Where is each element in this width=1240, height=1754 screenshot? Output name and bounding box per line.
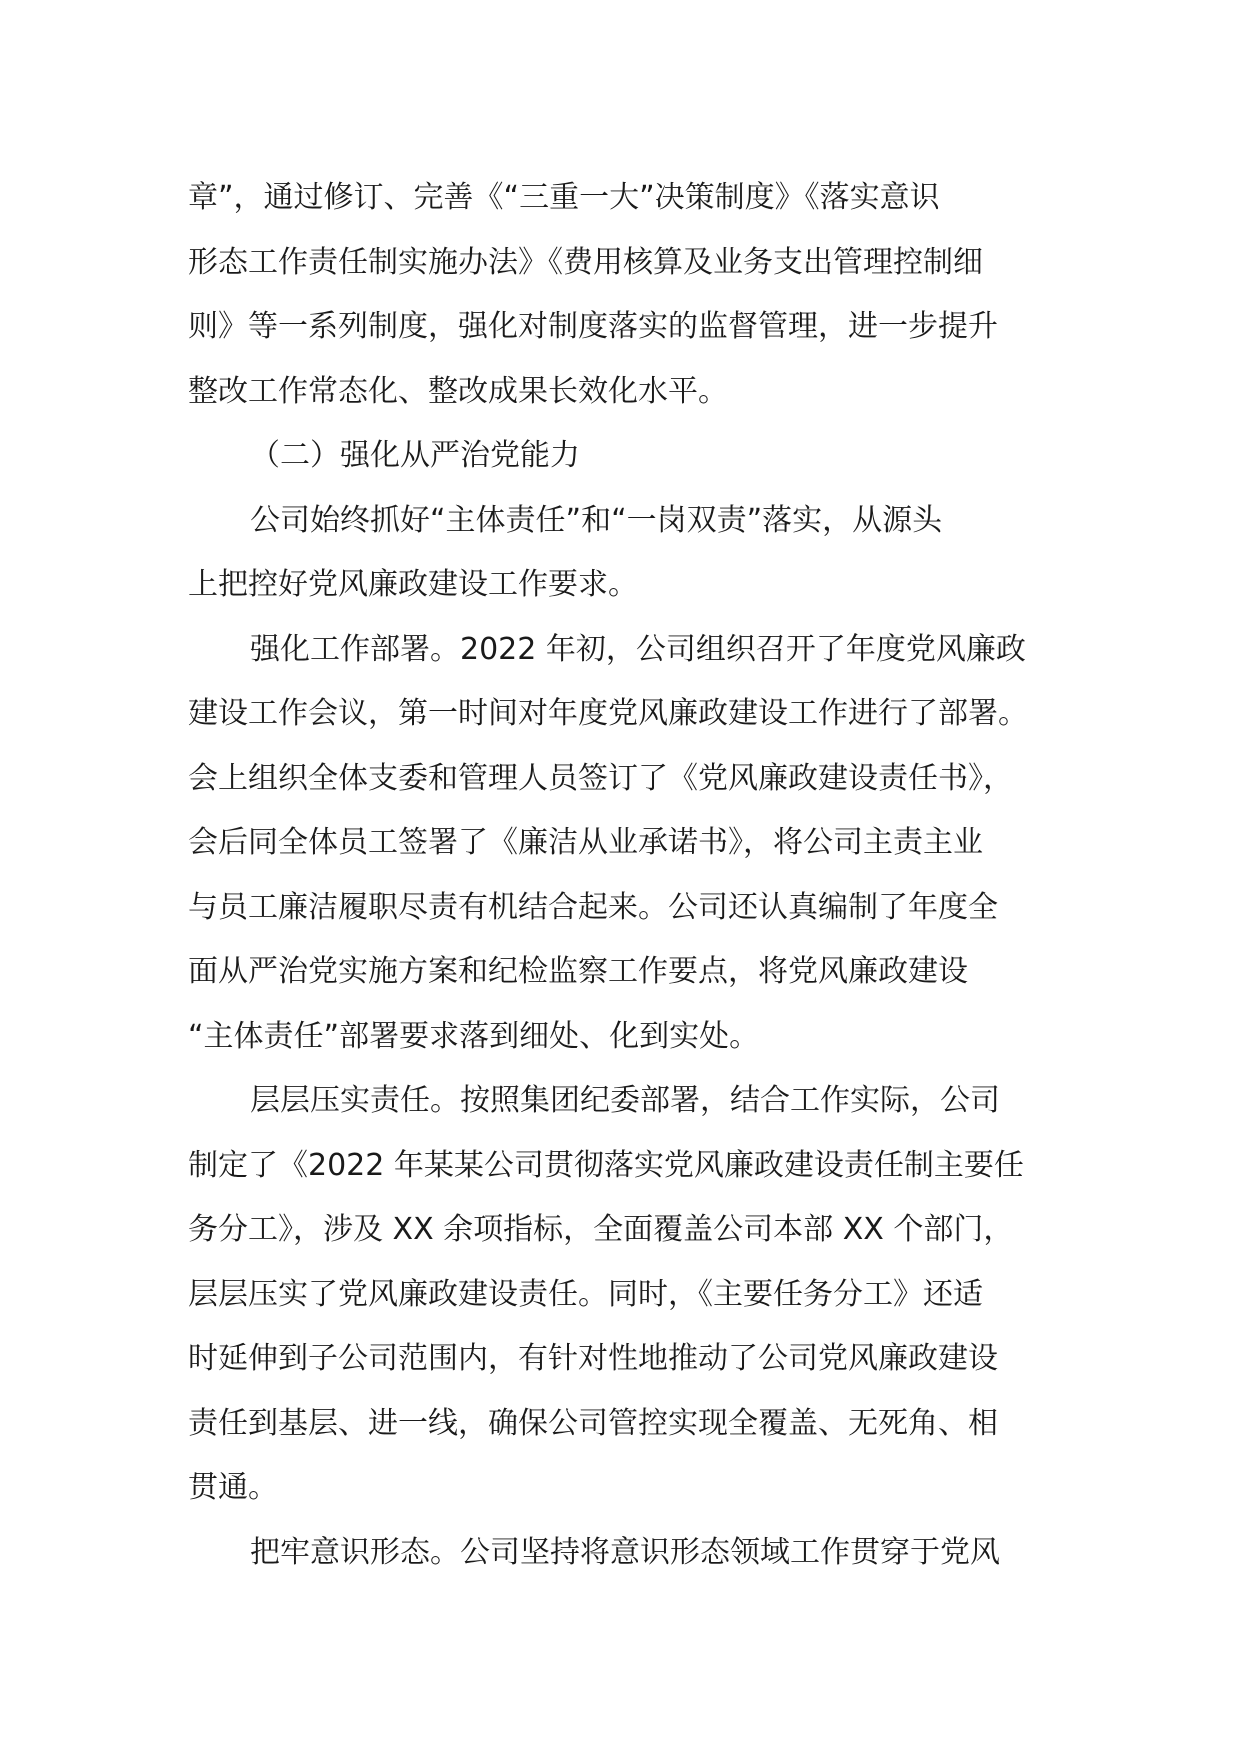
text-line: 层层压实责任。按照集团纪委部署，结合工作实际，公司 <box>250 1083 1000 1118</box>
text-line: 建设工作会议，第一时间对年度党风廉政建设工作进行了部署。 <box>188 696 1028 731</box>
text-line: 把牢意识形态。公司坚持将意识形态领域工作贯穿于党风 <box>250 1534 1000 1570</box>
text-line: 时延伸到子公司范围内，有针对性地推动了公司党风廉政建设 <box>188 1341 998 1376</box>
text-line: 形态工作责任制实施办法》《费用核算及业务支出管理控制细 <box>188 244 983 280</box>
document-body <box>188 166 1070 1585</box>
text-line: 务分工》，涉及 XX 余项指标，全面覆盖公司本部 XX 个部门， <box>188 1212 1014 1247</box>
section-heading: （二）强化从严治党能力 <box>250 438 580 473</box>
text-line: 层层压实了党风廉政建设责任。同时，《主要任务分工》还适 <box>188 1276 983 1312</box>
text-line: 公司始终抓好“主体责任”和“一岗双责”落实，从源头 <box>250 502 943 538</box>
text-line: 面从严治党实施方案和纪检监察工作要点，将党风廉政建设 <box>188 954 968 989</box>
text-line: 上把控好党风廉政建设工作要求。 <box>188 567 638 602</box>
text-line: 整改工作常态化、整改成果长效化水平。 <box>188 373 728 409</box>
text-line: 章”，通过修订、完善《“三重一大”决策制度》《落实意识 <box>188 180 940 215</box>
text-line: 则》等一系列制度，强化对制度落实的监督管理，进一步提升 <box>188 309 998 344</box>
text-line: 与员工廉洁履职尽责有机结合起来。公司还认真编制了年度全 <box>188 889 998 925</box>
text-line: 会上组织全体支委和管理人员签订了《党风廉政建设责任书》， <box>188 760 1013 796</box>
text-line: 责任到基层、进一线，确保公司管控实现全覆盖、无死角、相 <box>188 1405 998 1441</box>
text-line: 贯通。 <box>188 1470 278 1505</box>
text-line: 制定了《2022 年某某公司贯彻落实党风廉政建设责任制主要任 <box>188 1147 1024 1183</box>
text-line: 强化工作部署。2022 年初，公司组织召开了年度党风廉政 <box>250 631 1026 667</box>
text-line: 会后同全体员工签署了《廉洁从业承诺书》，将公司主责主业 <box>188 825 983 860</box>
text-line: “主体责任”部署要求落到细处、化到实处。 <box>188 1018 760 1054</box>
